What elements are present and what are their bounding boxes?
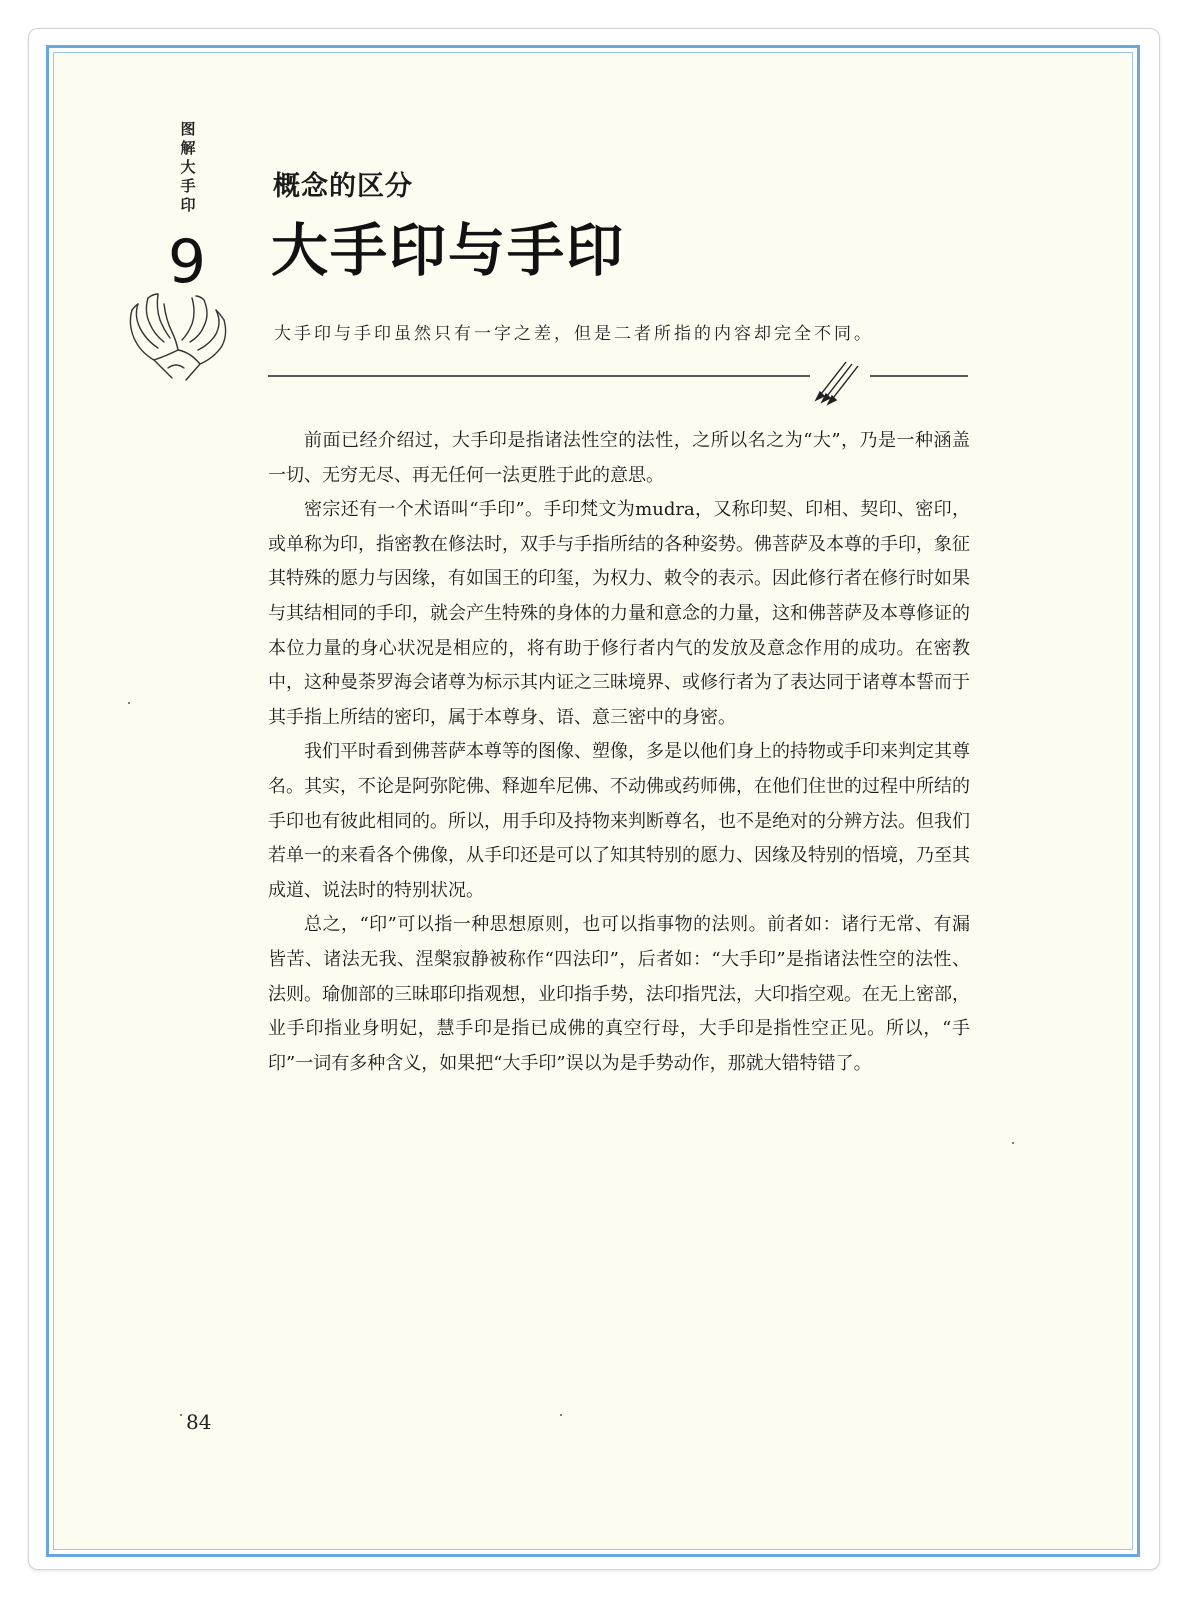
paragraph-1: 前面已经介绍过，大手印是指诸法性空的法性，之所以名之为“大”，乃是一种涵盖一切、无穷无尽、再无任何一法更胜于此的意思。 <box>268 430 970 486</box>
body-text <box>268 424 970 1081</box>
paragraph-2: 密宗还有一个术语叫“手印”。手印梵文为mudra，又称印契、印相、契印、密印，或单称为印，指密教在修法时，双手与手指所结的各种姿势。佛菩萨及本尊的手印，象征其特殊的愿力与因缘，有如国王的印玺，为权力、敕令的表示。因此修行者在修行时如果与其结相同的手印，就会产生特殊的身体的力量和意念的力量，这和佛菩萨及本尊修证的本位力量的身心状况是相应的，将有助于修行者内气的发放及意念作用的成功。在密教中，这种曼荼罗海会诸尊为标示其内证之三昧境界、或修行者为了表达同于诸尊本誓而于其手指上所结的密印，属于本尊身、语、意三密中的身密。 <box>268 499 970 728</box>
section-subtitle: 概念的区分 <box>273 171 413 202</box>
paragraph-4: 总之，“印”可以指一种思想原则，也可以指事物的法则。前者如：诸行无常、有漏皆苦、诸法无我、涅槃寂静被称作“四法印”，后者如：“大手印”是指诸法性空的法性、法则。瑜伽部的三昧耶印指观想，业印指手势，法印指咒法，大印指空观。在无上密部，业手印指业身明妃，慧手印是指已成佛的真空行母，大手印是指性空正见。所以，“手印”一词有多种含义，如果把“大手印”误以为是手势动作，那就大错特错了。 <box>268 914 970 1074</box>
book-title-vertical: 图解大手印 <box>180 120 196 214</box>
page-number: 84 <box>186 1410 212 1434</box>
speck <box>180 1414 182 1416</box>
speck <box>128 702 130 704</box>
summary-line: 大手印与手印虽然只有一字之差，但是二者所指的内容却完全不同。 <box>274 324 874 344</box>
paragraph-3: 我们平时看到佛菩萨本尊等的图像、塑像，多是以他们身上的持物或手印来判定其尊名。其实，不论是阿弥陀佛、释迦牟尼佛、不动佛或药师佛，在他们住世的过程中所结的手印也有彼此相同的。所以，用手印及持物来判断尊名，也不是绝对的分辨方法。但我们若单一的来看各个佛像，从手印还是可以了知其特别的愿力、因缘及特别的悟境，乃至其成道、说法时的特别状况。 <box>268 741 970 901</box>
praying-hands-icon <box>124 290 234 382</box>
speck <box>1012 1142 1014 1144</box>
chapter-number: 9 <box>167 227 207 297</box>
divider-arrows-icon <box>268 352 970 406</box>
speck <box>560 1414 562 1416</box>
page-title: 大手印与手印 <box>271 218 625 284</box>
